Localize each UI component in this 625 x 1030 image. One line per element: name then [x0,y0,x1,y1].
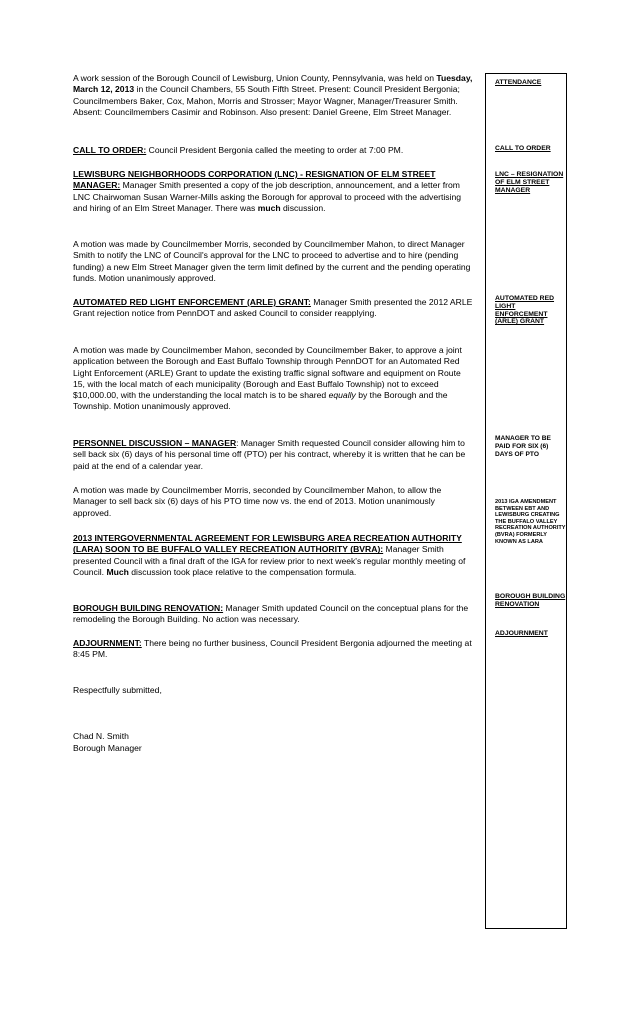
margin-note-call-to-order: CALL TO ORDER [495,145,551,152]
building-paragraph [73,603,473,626]
arle-heading: AUTOMATED RED LIGHT ENFORCEMENT (ARLE) GRANT: [73,297,311,307]
arle-motion-paragraph [73,345,473,413]
signer-title: Borough Manager [73,743,142,753]
adjournment-text: There being no further business, Council President Bergonia adjourned the meeting at 8:45 PM. [73,638,472,660]
iga-paragraph [73,533,473,578]
building-heading: BOROUGH BUILDING RENOVATION: [73,603,224,613]
margin-note-adjournment: ADJOURNMENT [495,630,548,637]
lnc-text: Manager Smith presented a copy of the job description, announcement, and a letter from LNC Chairwoman Susan Warner-Mills asking the Borough for approval to proceed with the advertising and hiring of an Elm Street Manager. There was [73,180,462,213]
lnc-text-end: discussion. [280,202,326,213]
margin-notes-column [485,73,567,929]
margin-note-pto: MANAGER TO BE PAID FOR SIX (6) DAYS OF PTO [495,435,551,458]
lnc-motion-text: A motion was made by Councilmember Morris, seconded by Councilmember Mahon, to direct Manager Smith to notify the LNC of Council's approval for the LNC to proceed to advertise and to hire (pending funding) a new Elm Street Manager given the term limit defined by the current and the pending operating funds. Motion unanimously approved. [73,239,471,283]
iga-text: Manager Smith presented Council with a final draft of the IGA for review prior to next week's regular monthly meeting of Council. [73,544,466,577]
margin-note-attendance: ATTENDANCE [495,79,542,86]
adjournment-paragraph [73,638,473,661]
iga-heading: 2013 INTERGOVERNMENTAL AGREEMENT FOR LEWISBURG AREA RECREATION AUTHORITY (LARA) SOON TO BE BUFFALO VALLEY RECREATION AUTHORITY (BVRA): [73,533,462,555]
arle-motion-text-end: by the Borough and the Township. Motion unanimously approved. [73,390,448,412]
building-text: Manager Smith updated Council on the conceptual plans for the remodeling the Borough Building. No action was necessary. [73,603,469,625]
signer-name: Chad N. Smith [73,731,129,741]
margin-note-lnc: LNC – RESIGNATION OF ELM STREET MANAGER [495,171,564,194]
intro-text: A work session of the Borough Council of Lewisburg, Union County, Pennsylvania, was held on [73,73,437,83]
margin-note-renovation: BOROUGH BUILDING RENOVATION [495,593,566,608]
call-to-order-paragraph [73,145,403,156]
personnel-text: : Manager Smith requested Council consider allowing him to sell back six (6) days of his personal time off (PTO) per his contract, whereby it is written that he can be paid at the end of a calendar year. [73,438,466,471]
personnel-heading: PERSONNEL DISCUSSION – MANAGER [73,438,237,448]
personnel-paragraph [73,438,473,472]
meeting-date: Tuesday, March 12, 2013 [73,73,473,95]
personnel-motion-text: A motion was made by Councilmember Morris, seconded by Councilmember Mahon, to allow the Manager to sell back six (6) days of his PTO time now vs. the end of 2013. Motion unanimously approved. [73,485,442,518]
arle-motion-text: A motion was made by Councilmember Mahon, seconded by Councilmember Baker, to approve a joint application between the Borough and East Buffalo Township through PennDOT for an Automated Red Light Enforcement (ARLE) Grant to update the existing traffic signal software and equipment on Route 15, with the local match of each municipality (Borough and East Buffalo Township) not to exceed $10,000.00, with the understanding the local match is to be shared [73,345,462,401]
personnel-motion-paragraph [73,485,473,519]
call-to-order-heading: CALL TO ORDER: [73,145,147,155]
lnc-paragraph [73,169,473,214]
lnc-emphasis: much [257,202,281,213]
lnc-heading: LEWISBURG NEIGHBORHOODS CORPORATION (LNC) - RESIGNATION OF ELM STREET MANAGER: [73,169,436,191]
adjournment-heading: ADJOURNMENT: [73,638,142,648]
closing-salutation: Respectfully submitted, [73,685,162,695]
iga-text-end: discussion took place relative to the compensation formula. [128,566,357,577]
call-to-order-text: Council President Bergonia called the meeting to order at 7:00 PM. [146,145,404,155]
intro-text-end: in the Council Chambers, 55 South Fifth Street. Present: Council President Bergonia; Councilmembers Baker, Cox, Mahon, Morris and Strosser; Mayor Wagner, Manager/Treasurer Smith. Absent: Councilmembers Casimir and Robinson. Also present: Daniel Greene, Elm Street Manager. [73,84,460,117]
intro-paragraph [73,73,473,118]
arle-text: Manager Smith presented the 2012 ARLE Grant rejection notice from PennDOT and asked Council to consider reapplying. [73,297,473,319]
arle-motion-emphasis: equally [328,390,356,401]
iga-emphasis: Much [106,566,129,577]
margin-note-iga: 2013 IGA AMENDMENT BETWEEN EBT AND LEWISBURG CREATING THE BUFFALO VALLEY RECREATION AUTHORITY (BVRA) FORMERLY KNOWN AS LARA [495,499,566,545]
arle-paragraph [73,297,473,320]
margin-note-arle: AUTOMATED RED LIGHT ENFORCEMENT (ARLE) GRANT [495,295,555,326]
lnc-motion-paragraph [73,239,473,284]
